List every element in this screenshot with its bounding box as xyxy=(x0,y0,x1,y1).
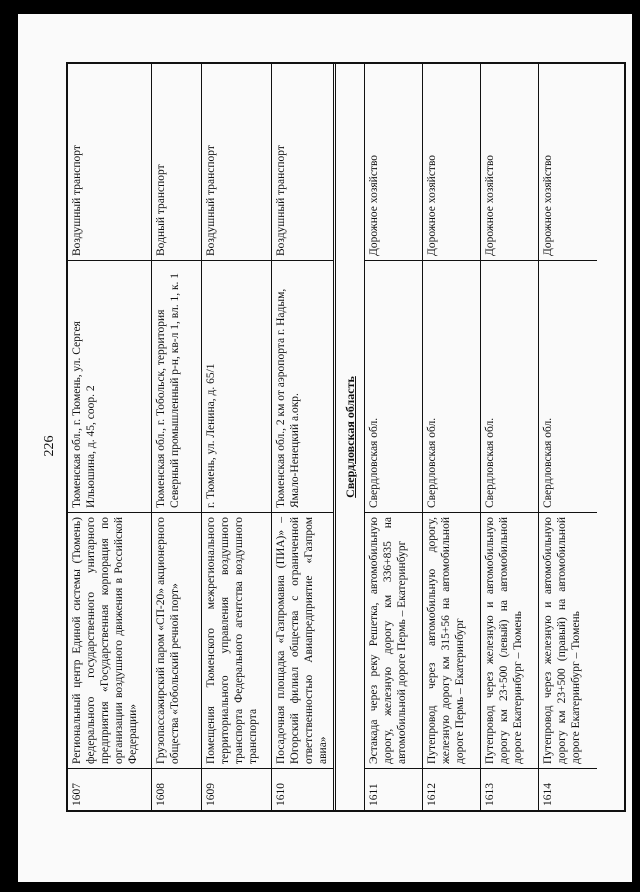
object-name: Путепровод через железную и автомобильную дорогу км 23+500 (правый) на автомобильной дороге Екатеринбург – Тюмень xyxy=(539,512,597,768)
object-address: Свердловская обл. xyxy=(365,260,422,512)
object-name: Посадочная площадка «Газпромавиа (ПИА)» – Югорский филиал общества с ограниченной ответственностью Авиапредприятие «Газпром авиа» xyxy=(272,512,333,768)
table-row xyxy=(68,64,152,810)
row-number: 1613 xyxy=(481,768,538,810)
row-number: 1614 xyxy=(539,768,597,810)
table-row xyxy=(272,64,336,810)
row-number: 1609 xyxy=(202,768,271,810)
row-number: 1608 xyxy=(152,768,201,810)
row-number: 1612 xyxy=(423,768,480,810)
object-address: Свердловская обл. xyxy=(423,260,480,512)
object-name: Путепровод через железную и автомобильную дорогу км 23+500 (левый) на автомобильной дороге Екатеринбург – Тюмень xyxy=(481,512,538,768)
row-number: 1611 xyxy=(365,768,422,810)
object-category: Воздушный транспорт xyxy=(275,145,287,256)
object-name: Региональный центр Единой системы (Тюмень) федерального государственного унитарного предприятия «Государственная корпорация по организации воздушного движения в Российской Федерации» xyxy=(68,512,151,768)
table-row xyxy=(152,64,202,810)
table-row xyxy=(539,64,597,810)
object-category: Дорожное хозяйство xyxy=(368,154,380,256)
object-address: г. Тюмень, ул. Ленина, д. 65/1 xyxy=(202,260,271,512)
object-category: Воздушный транспорт xyxy=(205,145,217,256)
table-row xyxy=(481,64,539,810)
registry-table xyxy=(66,62,626,812)
object-category: Дорожное хозяйство xyxy=(484,154,496,256)
object-address: Свердловская обл. xyxy=(481,260,538,512)
object-name: Грузопассажирский паром «СП-20» акционерного общества «Тобольский речной порт» xyxy=(152,512,201,768)
object-address: Тюменская обл., г. Тюмень, ул. Сергея Ильюшина, д. 45, соор. 2 xyxy=(68,260,151,512)
object-category: Дорожное хозяйство xyxy=(542,154,554,256)
object-address: Тюменская обл., 2 км от аэропорта г. Надым, Ямало-Ненецкий а.окр. xyxy=(272,260,333,512)
row-number: 1610 xyxy=(272,768,333,810)
table-row xyxy=(423,64,481,810)
object-category: Водный транспорт xyxy=(155,164,167,256)
object-address: Тюменская обл., г. Тобольск, территория Северный промышленный р-н, кв-л 1, вл. 1, к. 1 xyxy=(152,260,201,512)
table-row xyxy=(202,64,272,810)
object-name: Помещения Тюменского межрегионального территориального управления воздушного транспорта Федерального агентства воздушного транспорта xyxy=(202,512,271,768)
row-number: 1607 xyxy=(68,768,151,810)
page-number: 226 xyxy=(42,435,57,457)
object-name: Путепровод через автомобильную дорогу, железную дорогу км 315+56 на автомобильной дороге Пермь – Екатеринбург xyxy=(423,512,480,768)
object-name: Эстакада через реку Решетка, автомобильную дорогу, железную дорогу км 336+835 на автомобильной дороге Пермь – Екатеринбург xyxy=(365,512,422,768)
object-category: Дорожное хозяйство xyxy=(426,154,438,256)
object-address: Свердловская обл. xyxy=(539,260,597,512)
table-row xyxy=(365,64,423,810)
object-category: Воздушный транспорт xyxy=(71,145,83,256)
region-heading: Свердловская область xyxy=(336,64,365,810)
